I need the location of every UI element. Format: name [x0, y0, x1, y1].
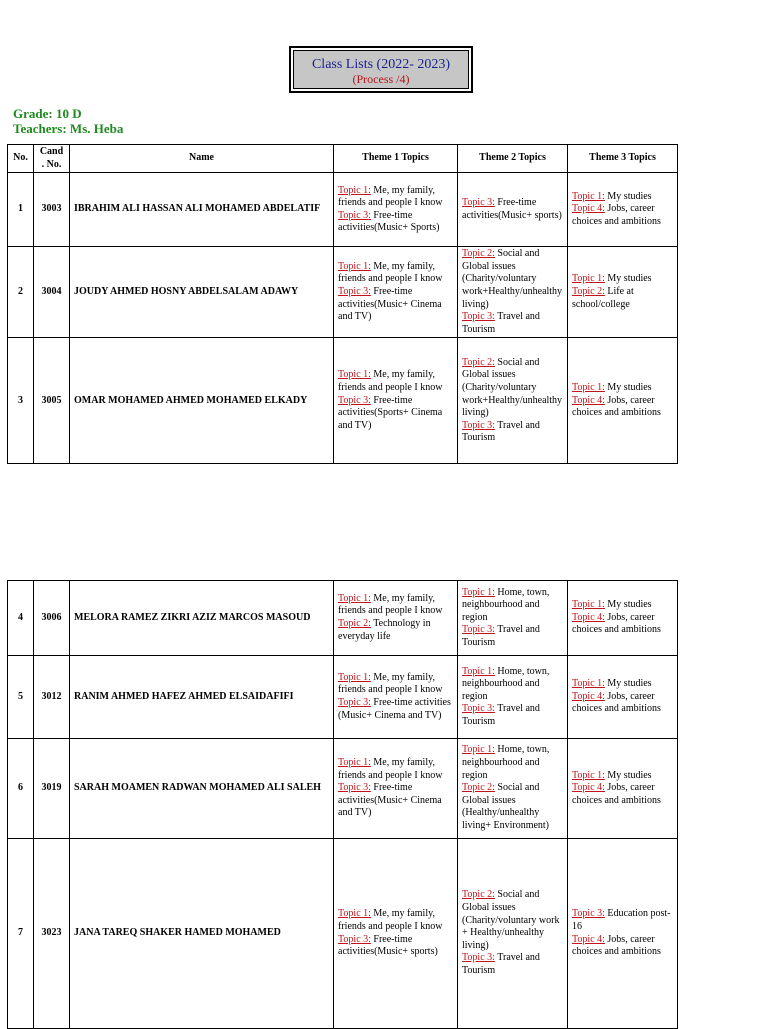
topic-description: Me, my family, friends and people I know: [338, 184, 443, 209]
topic-number-label: Topic 4:: [572, 782, 605, 794]
topic-description: My studies: [604, 381, 652, 393]
theme-topics-cell: [458, 247, 568, 338]
topic-description: Jobs, career choices and ambitions: [572, 933, 661, 958]
topic-number-label: Topic 2:: [462, 889, 495, 901]
topic-number-label: Topic 3:: [338, 394, 371, 406]
topic-entry: [572, 382, 673, 395]
candidate-number: 3005: [34, 338, 70, 464]
topic-entry: [338, 261, 453, 286]
topic-description: Life at school/college: [572, 285, 634, 310]
topic-number-label: Topic 1:: [338, 671, 371, 683]
theme-topics-cell: [334, 173, 458, 247]
col-header-theme3: Theme 3 Topics: [568, 145, 678, 173]
topic-description: My studies: [604, 273, 652, 285]
topic-entry: [572, 782, 673, 807]
topic-entry: [338, 369, 453, 394]
topic-description: My studies: [604, 599, 652, 611]
topic-entry: [338, 757, 453, 782]
topic-description: My studies: [604, 190, 652, 202]
candidate-number: 3004: [34, 247, 70, 338]
topic-entry: [338, 286, 453, 324]
topic-description: Jobs, career choices and ambitions: [572, 690, 661, 715]
topic-number-label: Topic 2:: [338, 618, 371, 629]
student-row: [8, 247, 678, 338]
topic-entry: [338, 908, 453, 933]
topic-number-label: Topic 1:: [572, 273, 605, 285]
topic-entry: [462, 782, 563, 832]
student-name: SARAH MOAMEN RADWAN MOHAMED ALI SALEH: [70, 739, 334, 839]
topic-description: Me, my family, friends and people I know: [338, 369, 443, 393]
row-number: 1: [8, 173, 34, 247]
theme-topics-cell: [334, 739, 458, 839]
candidate-number: 3012: [34, 656, 70, 739]
topic-description: Me, my family, friends and people I know: [338, 671, 443, 696]
topic-number-label: Topic 1:: [462, 665, 495, 677]
topic-entry: [572, 678, 673, 691]
topic-number-label: Topic 1:: [462, 586, 495, 598]
topic-number-label: Topic 2:: [462, 248, 495, 260]
topic-description: Travel and Tourism: [462, 703, 540, 727]
row-number: 7: [8, 839, 34, 1029]
topic-entry: [462, 357, 563, 420]
topic-description: Social and Global issues (Charity/voluntary work+Healthy/unhealthy living): [462, 248, 563, 310]
topic-description: Travel and Tourism: [462, 311, 540, 335]
row-number: 3: [8, 338, 34, 464]
student-name: RANIM AHMED HAFEZ AHMED ELSAIDAFIFI: [70, 656, 334, 739]
col-header-no: No.: [8, 145, 34, 173]
topic-entry: [338, 593, 453, 618]
topic-entry: [338, 185, 453, 210]
topic-number-label: Topic 3:: [572, 908, 605, 920]
theme-topics-cell: [458, 581, 568, 656]
topic-description: Free-time activities (Music+ Cinema and TV): [338, 697, 451, 721]
topic-number-label: Topic 3:: [462, 624, 495, 636]
topic-entry: [572, 395, 673, 420]
topic-number-label: Topic 4:: [572, 394, 605, 406]
document-title: Class Lists (2022- 2023): [311, 57, 451, 72]
topic-number-label: Topic 4:: [572, 611, 605, 623]
topic-entry: [462, 703, 563, 728]
col-header-cand: Cand . No.: [34, 145, 70, 173]
topic-entry: [572, 934, 673, 959]
topic-entry: [572, 612, 673, 637]
topic-number-label: Topic 3:: [338, 285, 371, 297]
topic-entry: [572, 273, 673, 286]
theme-topics-cell: [568, 338, 678, 464]
student-row: [8, 656, 678, 739]
topic-entry: [338, 210, 453, 235]
topic-entry: [462, 666, 563, 704]
topic-entry: [572, 770, 673, 783]
class-list-table-page-2: [7, 580, 678, 1029]
topic-description: Social and Global issues (Healthy/unhealthy living+ Environment): [462, 782, 550, 831]
student-row: [8, 173, 678, 247]
table-header-row: [8, 145, 678, 173]
topic-description: My studies: [604, 678, 652, 690]
topic-number-label: Topic 1:: [572, 769, 605, 781]
topic-description: Travel and Tourism: [462, 419, 540, 444]
topic-number-label: Topic 1:: [338, 260, 371, 272]
title-panel: [293, 50, 469, 89]
topic-number-label: Topic 3:: [338, 209, 371, 221]
topic-entry: [462, 420, 563, 445]
topic-entry: [338, 697, 453, 722]
topic-description: Me, my family, friends and people I know: [338, 908, 443, 932]
student-row: [8, 839, 678, 1029]
student-row: [8, 581, 678, 656]
theme-topics-cell: [334, 839, 458, 1029]
theme-topics-cell: [568, 173, 678, 247]
theme-topics-cell: [458, 839, 568, 1029]
topic-description: Jobs, career choices and ambitions: [572, 611, 661, 636]
topic-entry: [462, 311, 563, 336]
col-header-theme2: Theme 2 Topics: [458, 145, 568, 173]
topic-number-label: Topic 1:: [462, 744, 495, 756]
topic-entry: [338, 672, 453, 697]
topic-description: Free-time activities(Music+ sports): [462, 197, 562, 221]
topic-description: Jobs, career choices and ambitions: [572, 203, 661, 227]
theme-topics-cell: [334, 338, 458, 464]
topic-number-label: Topic 1:: [338, 592, 371, 604]
candidate-number: 3003: [34, 173, 70, 247]
topic-number-label: Topic 3:: [462, 419, 495, 431]
topic-number-label: Topic 1:: [338, 757, 371, 769]
row-number: 6: [8, 739, 34, 839]
topic-number-label: Topic 3:: [462, 703, 495, 715]
class-list-table-page-1: [7, 144, 678, 464]
row-number: 5: [8, 656, 34, 739]
topic-entry: [462, 744, 563, 782]
topic-number-label: Topic 2:: [462, 782, 495, 794]
theme-topics-cell: [568, 656, 678, 739]
topic-entry: [572, 691, 673, 716]
topic-entry: [572, 908, 673, 933]
topic-number-label: Topic 3:: [338, 933, 371, 945]
topic-entry: [462, 624, 563, 649]
theme-topics-cell: [568, 839, 678, 1029]
topic-description: Travel and Tourism: [462, 952, 540, 976]
theme-topics-cell: [568, 247, 678, 338]
topic-entry: [572, 286, 673, 311]
topic-entry: [338, 782, 453, 820]
topic-number-label: Topic 1:: [338, 908, 371, 920]
topic-number-label: Topic 1:: [572, 381, 605, 393]
topic-entry: [572, 203, 673, 228]
title-box: [289, 46, 473, 93]
topic-description: Home, town, neighbourhood and region: [462, 744, 550, 781]
topic-description: Jobs, career choices and ambitions: [572, 782, 661, 806]
topic-number-label: Topic 1:: [338, 369, 371, 381]
topic-description: Free-time activities(Music+ sports): [338, 933, 438, 958]
theme-topics-cell: [334, 581, 458, 656]
theme-topics-cell: [334, 656, 458, 739]
candidate-number: 3006: [34, 581, 70, 656]
topic-number-label: Topic 4:: [572, 933, 605, 945]
document-subtitle: (Process /4): [352, 72, 410, 86]
topic-description: Social and Global issues (Charity/voluntary work+Healthy/unhealthy living): [462, 356, 563, 419]
topic-entry: [572, 191, 673, 204]
topic-description: Travel and Tourism: [462, 624, 540, 648]
topic-description: My studies: [604, 769, 652, 781]
theme-topics-cell: [568, 739, 678, 839]
topic-description: Home, town, neighbourhood and region: [462, 586, 550, 623]
topic-number-label: Topic 3:: [338, 782, 371, 794]
topic-entry: [338, 395, 453, 433]
theme-topics-cell: [334, 247, 458, 338]
theme-topics-cell: [568, 581, 678, 656]
topic-description: Me, my family, friends and people I know: [338, 757, 443, 781]
student-name: JANA TAREQ SHAKER HAMED MOHAMED: [70, 839, 334, 1029]
topic-number-label: Topic 3:: [462, 197, 495, 209]
candidate-number: 3023: [34, 839, 70, 1029]
student-row: [8, 739, 678, 839]
student-name: JOUDY AHMED HOSNY ABDELSALAM ADAWY: [70, 247, 334, 338]
topic-description: Home, town, neighbourhood and region: [462, 665, 550, 702]
topic-description: Free-time activities(Sports+ Cinema and TV): [338, 394, 443, 431]
topic-entry: [462, 587, 563, 625]
topic-description: Free-time activities(Music+ Sports): [338, 209, 440, 234]
col-header-theme1: Theme 1 Topics: [334, 145, 458, 173]
theme-topics-cell: [458, 656, 568, 739]
grade-label: Grade: 10 D: [13, 106, 82, 121]
student-name: OMAR MOHAMED AHMED MOHAMED ELKADY: [70, 338, 334, 464]
theme-topics-cell: [458, 739, 568, 839]
topic-number-label: Topic 1:: [338, 184, 371, 196]
topic-number-label: Topic 1:: [572, 678, 605, 690]
topic-description: Me, my family, friends and people I know: [338, 260, 443, 285]
topic-description: Technology in everyday life: [338, 618, 431, 642]
topic-description: Education post-16: [572, 908, 671, 932]
topic-number-label: Topic 3:: [462, 311, 495, 323]
topic-number-label: Topic 1:: [572, 599, 605, 611]
topic-description: Free-time activities(Music+ Cinema and TV): [338, 285, 442, 323]
student-name: MELORA RAMEZ ZIKRI AZIZ MARCOS MASOUD: [70, 581, 334, 656]
col-header-name: Name: [70, 145, 334, 173]
topic-entry: [462, 197, 563, 222]
row-number: 2: [8, 247, 34, 338]
topic-number-label: Topic 3:: [462, 952, 495, 964]
theme-topics-cell: [458, 173, 568, 247]
teachers-label: Teachers: Ms. Heba: [13, 121, 124, 136]
candidate-number: 3019: [34, 739, 70, 839]
row-number: 4: [8, 581, 34, 656]
student-row: [8, 338, 678, 464]
topic-description: Free-time activities(Music+ Cinema and TV): [338, 782, 442, 819]
topic-description: Social and Global issues (Charity/voluntary work + Healthy/unhealthy living): [462, 889, 560, 951]
theme-topics-cell: [458, 338, 568, 464]
topic-entry: [462, 248, 563, 311]
topic-description: Jobs, career choices and ambitions: [572, 394, 661, 419]
topic-number-label: Topic 4:: [572, 203, 605, 215]
topic-number-label: Topic 3:: [338, 697, 371, 708]
topic-entry: [462, 889, 563, 952]
topic-number-label: Topic 2:: [572, 285, 605, 297]
topic-number-label: Topic 4:: [572, 690, 605, 702]
topic-entry: [338, 934, 453, 959]
topic-entry: [462, 952, 563, 977]
topic-number-label: Topic 1:: [572, 190, 605, 202]
topic-entry: [572, 599, 673, 612]
topic-number-label: Topic 2:: [462, 356, 495, 368]
student-name: IBRAHIM ALI HASSAN ALI MOHAMED ABDELATIF: [70, 173, 334, 247]
topic-entry: [338, 618, 453, 643]
topic-description: Me, my family, friends and people I know: [338, 592, 443, 617]
